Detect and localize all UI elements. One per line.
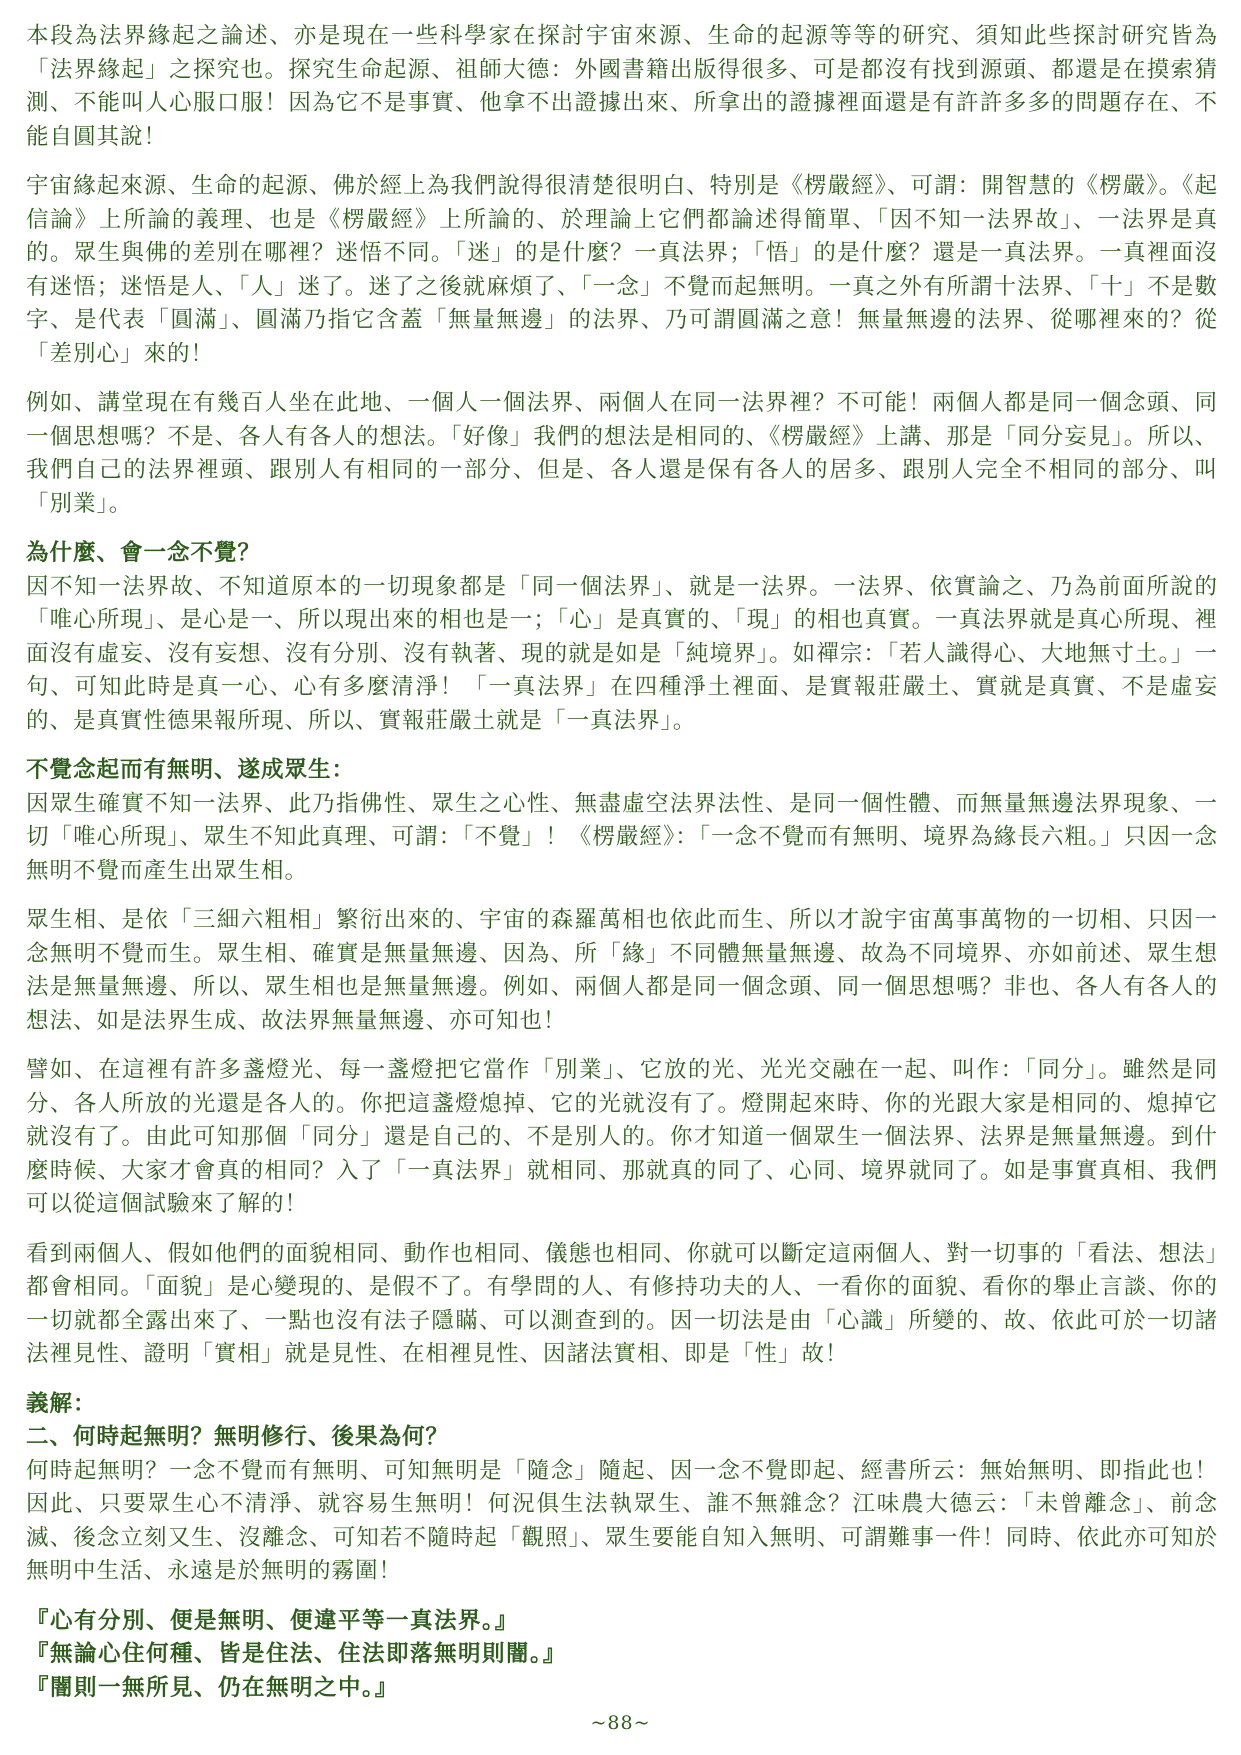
paragraph-intro-1: 本段為法界緣起之論述、亦是現在一些科學家在探討宇宙來源、生命的起源等等的研究、須知此些探討研究皆為「法界緣起」之探究也。探究生命起源、祖師大德：外國書籍出版得很多、可是都沒有找到源頭、都還是在摸索猜測、不能叫人心服口服！因為它不是事實、他拿不出證據出來、所拿出的證據裡面還是有許許多多的問題存在、不能自圓其說！ <box>26 23 1218 150</box>
section-subheading: 二、何時起無明？無明修行、後果為何？ <box>26 1424 450 1450</box>
paragraph-intro-2: 宇宙緣起來源、生命的起源、佛於經上為我們說得很清楚很明白、特別是《楞嚴經》、可謂：開智慧的《楞嚴》。《起信論》上所論的義理、也是《楞嚴經》上所論的、於理論上它們都論述得簡單、「因不知一法界故」、一法界是真的。眾生與佛的差別在哪裡？迷悟不同。「迷」的是什麼？一真法界；「悟」的是什麼？還是一真法界。一真裡面沒有迷悟；迷悟是人、「人」迷了。迷了之後就麻煩了、「一念」不覺而起無明。一真之外有所謂十法界、「十」不是數字、是代表「圓滿」、圓滿乃指它含蓋「無量無邊」的法界、乃可謂圓滿之意！無量無邊的法界、從哪裡來的？從「差別心」來的！ <box>26 173 1218 367</box>
quote-line: 『心有分別、便是無明、便違平等一真法界。』 <box>26 1607 519 1634</box>
quote-block <box>26 1605 1218 1706</box>
paragraph-middle-3: 看到兩個人、假如他們的面貌相同、動作也相同、儀態也相同、你就可以斷定這兩個人、對一切事的「看法、想法」都會相同。「面貌」是心變現的、是假不了。有學問的人、有修持功夫的人、一看你的面貌、看你的舉止言談、你的一切就都全露出來了、一點也沒有法子隱瞞、可以測查到的。因一切法是由「心識」所變的、故、依此可於一切諸法裡見性、證明「實相」就是見性、在相裡見性、因諸法實相、即是「性」故！ <box>26 1240 1218 1367</box>
paragraph-middle-2: 譬如、在這裡有許多盞燈光、每一盞燈把它當作「別業」、它放的光、光光交融在一起、叫作：「同分」。雖然是同分、各人所放的光還是各人的。你把這盞燈熄掉、它的光就沒有了。燈開起來時、你的光跟大家是相同的、熄掉它就沒有了。由此可知那個「同分」還是自己的、不是別人的。你才知道一個眾生一個法界、法界是無量無邊。到什麼時候、大家才會真的相同？入了「一真法界」就相同、那就真的同了、心同、境界就同了。如是事實真相、我們可以從這個試驗來了解的！ <box>26 1057 1218 1217</box>
section-explanation <box>26 1388 1218 1589</box>
section-heading: 為什麼、會一念不覺？ <box>26 540 262 566</box>
section-text: 因不知一法界故、不知道原本的一切現象都是「同一個法界」、就是一法界。一法界、依實論之、乃為前面所說的「唯心所現」、是心是一、所以現出來的相也是一；「心」是真實的、「現」的相也真實。一真法界就是真心所現、裡面沒有虛妄、沒有妄想、沒有分別、沒有執著、現的就是如是「純境界」。如禪宗：「若人識得心、大地無寸土。」一句、可知此時是真一心、心有多麼清淨！「一真法界」在四種淨土裡面、是實報莊嚴土、實就是真實、不是虛妄的、是真實性德果報所現、所以、實報莊嚴土就是「一真法界」。 <box>26 573 1218 734</box>
section-text: 因眾生確實不知一法界、此乃指佛性、眾生之心性、無盡虛空法界法性、是同一個性體、而無量無邊法界現象、一切「唯心所現」、眾生不知此真理、可謂：「不覺」！《楞嚴經》：「一念不覺而有無明、境界為緣長六粗。」只因一念無明不覺而產生出眾生相。 <box>26 790 1218 884</box>
page-number: ~88~ <box>590 1712 651 1734</box>
section-ignorance-arises <box>26 754 1218 888</box>
section-text: 何時起無明？一念不覺而有無明、可知無明是「隨念」隨起、因一念不覺即起、經書所云：無始無明、即指此也！因此、只要眾生心不清淨、就容易生無明！何況俱生法執眾生、誰不無雜念？江味農大德云：「未曾離念」、前念滅、後念立刻又生、沒離念、可知若不隨時起「觀照」、眾生要能自知入無明、可謂難事一件！同時、依此亦可知於無明中生活、永遠是於無明的霧圍！ <box>26 1457 1218 1584</box>
section-heading: 不覺念起而有無明、遂成眾生： <box>26 757 356 783</box>
quote-line: 『無論心住何種、皆是住法、住法即落無明則闇。』 <box>26 1641 567 1667</box>
paragraph-intro-3: 例如、講堂現在有幾百人坐在此地、一個人一個法界、兩個人在同一法界裡？不可能！兩個人都是同一個念頭、同一個思想嗎？不是、各人有各人的想法。「好像」我們的想法是相同的、《楞嚴經》上講、那是「同分妄見」。所以、我們自己的法界裡頭、跟別人有相同的一部分、但是、各人還是保有各人的居多、跟別人完全不相同的部分、叫「別業」。 <box>26 390 1218 517</box>
document-page <box>26 20 1218 1705</box>
quote-line: 『闇則一無所見、仍在無明之中。』 <box>26 1674 399 1701</box>
paragraph-middle-1: 眾生相、是依「三細六粗相」繁衍出來的、宇宙的森羅萬相也依此而生、所以才說宇宙萬事萬物的一切相、只因一念無明不覺而生。眾生相、確實是無量無邊、因為、所「緣」不同體無量無邊、故為不同境界、亦如前述、眾生想法是無量無邊、所以、眾生相也是無量無邊。例如、兩個人都是同一個念頭、同一個思想嗎？非也、各人有各人的想法、如是法界生成、故法界無量無邊、亦可知也！ <box>26 907 1218 1034</box>
section-heading: 義解： <box>26 1390 97 1417</box>
section-why-not-aware <box>26 537 1218 738</box>
